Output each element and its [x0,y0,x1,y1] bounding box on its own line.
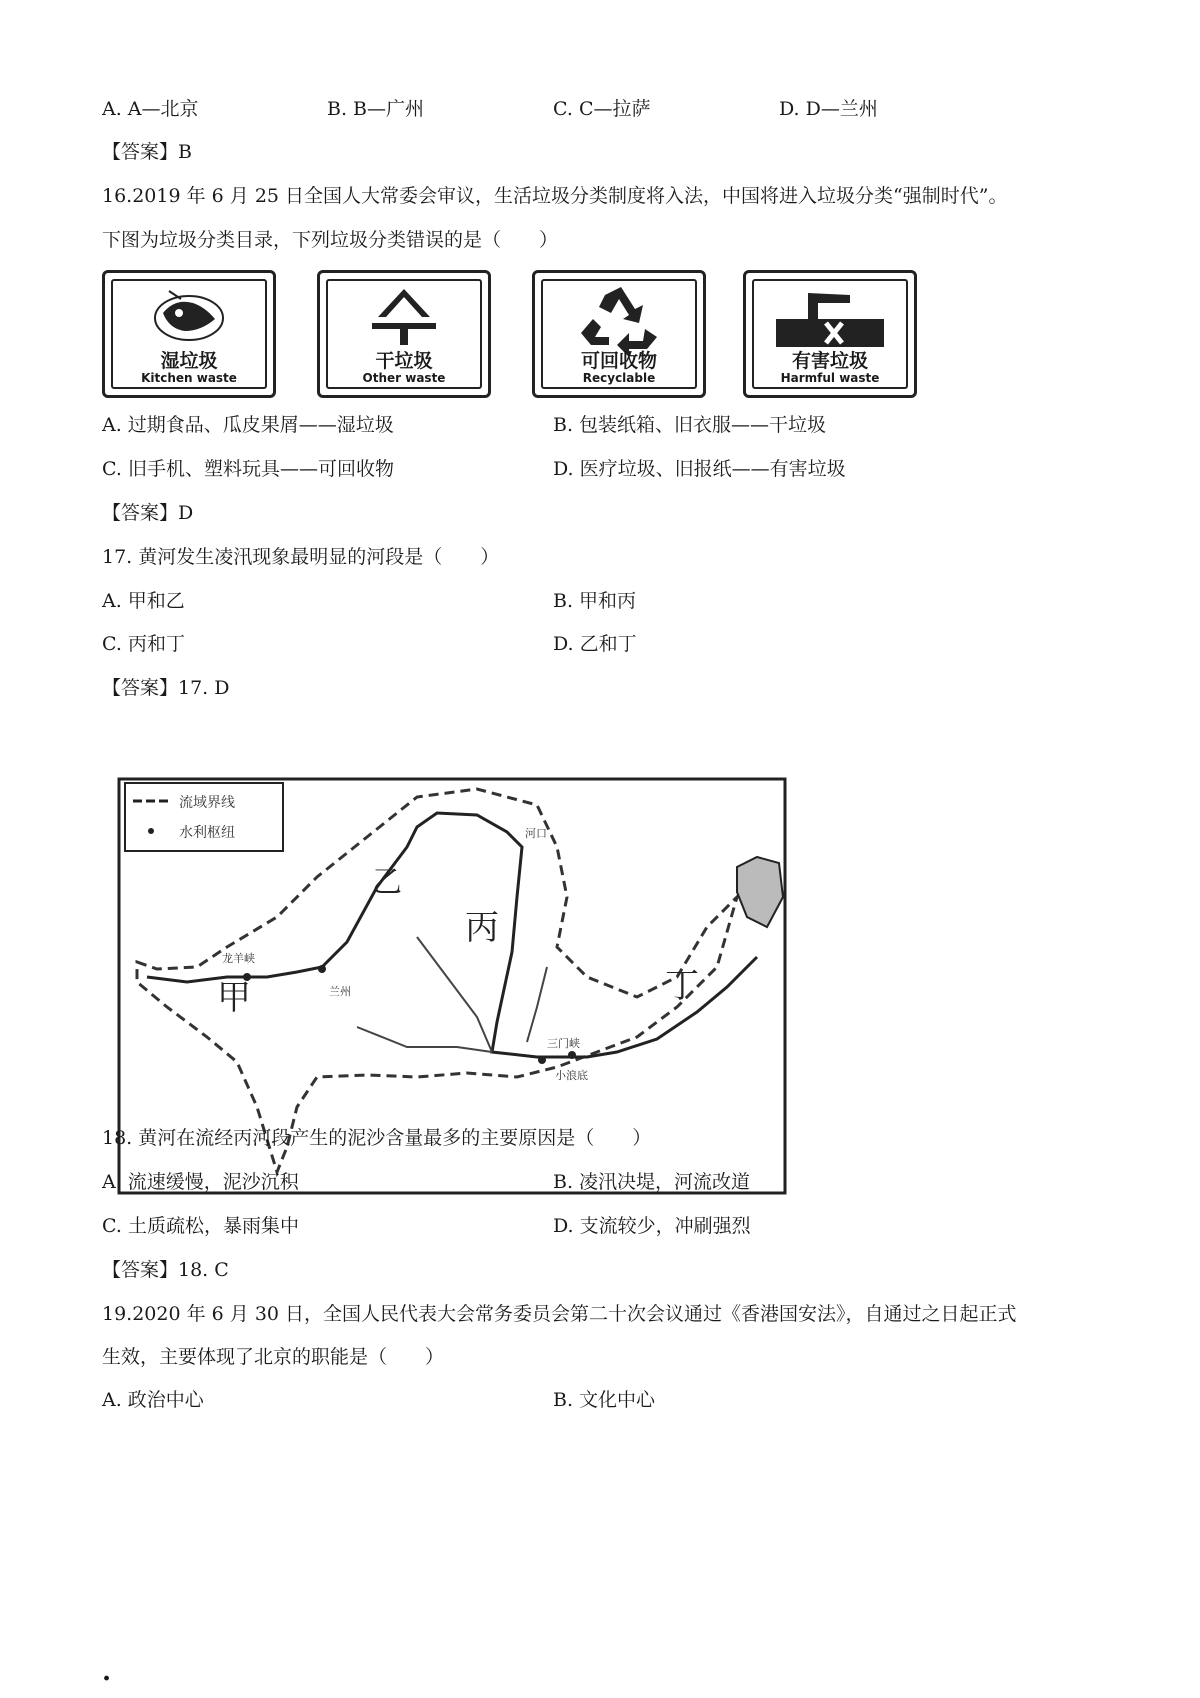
bin-label-en: Harmful waste [780,371,880,385]
segment-label-ding: 丁 [665,966,699,1006]
q16-option-c: C. 旧手机、塑料玩具——可回收物 [102,458,394,480]
bin-label-zh: 湿垃圾 [160,350,218,372]
q18-answer: 【答案】18. C [102,1259,229,1281]
q18-stem: 18. 黄河在流经丙河段产生的泥沙含量最多的主要原因是（ ） [102,1127,652,1149]
bin-label-zh: 干垃圾 [375,350,433,372]
bin-label-en: Kitchen waste [141,371,237,385]
q19-option-b: B. 文化中心 [553,1389,656,1411]
q17-option-a: A. 甲和乙 [102,590,185,612]
segment-label-jia: 甲 [217,978,251,1018]
bin-label-zh: 可回收物 [580,350,657,372]
q17-stem: 17. 黄河发生凌汛现象最明显的河段是（ ） [102,546,500,568]
q16-answer: 【答案】D [102,502,194,524]
place-sanmenxia: 三门峡 [547,1037,580,1050]
legend-water-project: 水利枢纽 [179,825,235,841]
q16-option-b: B. 包装纸箱、旧衣服——干垃圾 [553,414,827,436]
place-hekou: 河口 [525,827,547,840]
q15-answer: 【答案】B [102,141,192,163]
place-xiaolangdi: 小浪底 [555,1069,588,1082]
q18-option-d: D. 支流较少，冲刷强烈 [553,1215,751,1237]
q15-option-c: C. C—拉萨 [553,98,651,120]
q15-option-a: A. A—北京 [102,98,199,120]
place-lanzhou: 兰州 [329,985,351,998]
other-waste-bin [317,270,491,398]
bin-label-en: Other waste [362,371,446,385]
q19-stem-line1: 19.2020 年 6 月 30 日，全国人民代表大会常务委员会第二十次会议通过《香港国安法》，自通过之日起正式 [102,1303,1017,1325]
place-longyangxia: 龙羊峡 [222,952,255,965]
segment-label-yi: 乙 [372,865,402,900]
q16-option-d: D. 医疗垃圾、旧报纸——有害垃圾 [553,458,846,480]
kitchen-waste-bin [102,270,276,398]
q18-option-b: B. 凌汛决堤，河流改道 [553,1171,751,1193]
bin-label-zh: 有害垃圾 [791,350,868,372]
q16-option-a: A. 过期食品、瓜皮果屑——湿垃圾 [102,414,394,436]
q19-option-a: A. 政治中心 [102,1389,204,1411]
q16-stem-line1: 16.2019 年 6 月 25 日全国人大常委会审议，生活垃圾分类制度将入法，中国将进入垃圾分类“强制时代”。 [102,185,1008,207]
recyclable-bin [532,270,706,398]
footer-mark: . [102,1657,112,1687]
q18-option-a: A. 流速缓慢，泥沙沉积 [102,1171,299,1193]
segment-label-bing: 丙 [465,908,499,948]
q15-option-b: B. B—广州 [327,98,425,120]
q17-option-b: B. 甲和丙 [553,590,637,612]
legend-basin-boundary: 流域界线 [179,795,235,811]
q15-option-d: D. D—兰州 [779,98,878,120]
q18-option-c: C. 土质疏松，暴雨集中 [102,1215,299,1237]
q17-answer: 【答案】17. D [102,677,230,699]
q17-option-d: D. 乙和丁 [553,633,637,655]
q16-stem-line2: 下图为垃圾分类目录，下列垃圾分类错误的是（ ） [102,229,559,251]
q17-option-c: C. 丙和丁 [102,633,185,655]
q19-stem-line2: 生效，主要体现了北京的职能是（ ） [102,1346,445,1368]
bin-label-en: Recyclable [582,371,656,385]
harmful-waste-bin [743,270,917,398]
